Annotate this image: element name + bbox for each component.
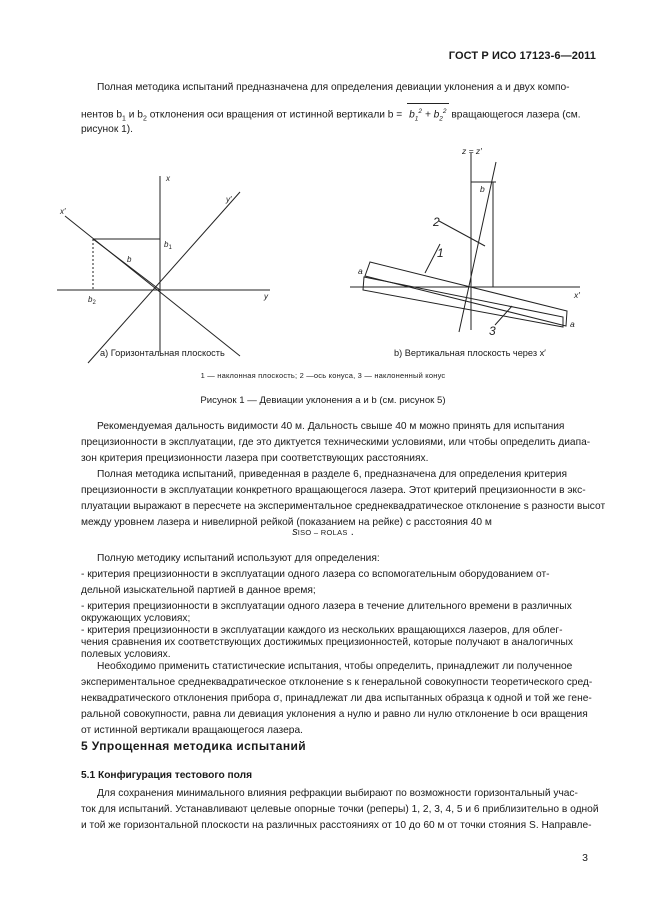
para5-line-2: экспериментальное среднеквадратическое отклонение s к генеральной совокупности теоретического сред- [81,677,593,688]
label-x-prime: x′ [60,207,66,216]
horizontal-plane-diagram [57,176,270,363]
x-prime-axis [65,216,240,356]
para4-line-3: дельной изыскательной партией в данное время; [81,585,316,596]
label-y-prime: y′ [226,195,232,204]
label-a-right: a [570,319,575,329]
figure-title: Рисунок 1 — Девиации уклонения a и b (см. рисунок 5) [200,395,446,406]
label-y: y [264,292,268,301]
b-vector [93,239,160,290]
leader-2 [439,221,485,246]
para4-line-1: Полную методику испытаний используют для определения: [97,553,380,564]
tilted-plane [365,262,567,326]
intro-line-3: рисунок 1). [81,124,134,135]
section-5-1-heading: 5.1 Конфигурация тестового поля [81,770,253,781]
para2-line-3: зон критерия прецизионности лазера при соответствующих расстояниях. [81,453,429,464]
para4-line-4: - критерия прецизионности в эксплуатации одного лазера в течение длительного времени в различных [81,601,572,612]
para6-line-1: Для сохранения минимального влияния рефракции выбирают по возможности горизонтальный учас- [97,788,578,799]
cone-axis [459,162,496,332]
sqrt-formula: $b_1^2 + b_2^2$ [407,103,448,127]
para5-line-1: Необходимо применить статистические испытания, чтобы определить, принадлежит ли полученное [97,661,573,672]
label-z: z = z′ [462,146,482,156]
para2-line-2: прецизионности в эксплуатации, где это диктуется техническими условиями, или чтобы определить диапа- [81,437,591,448]
label-b: b [127,255,132,264]
para2-line-1: Рекомендуемая дальность видимости 40 м. Дальность свыше 40 м можно принять для испытания [97,421,565,432]
figure-1 [0,140,646,370]
section-5-heading: 5 Упрощенная методика испытаний [81,739,307,753]
vertical-plane-diagram [350,153,580,332]
label-b2: $b_2$ [88,295,96,306]
document-header: ГОСТ Р ИСО 17123-6—2011 [448,50,596,62]
label-2: 2 [433,215,440,229]
label-x-prime-right: x′ [574,290,580,300]
para3-line-2: прецизионности в эксплуатации конкретного вращающегося лазера. Этот критерий прецизионности в экс- [81,485,586,496]
tilted-cone [363,277,563,327]
para4-line-7: чения сравнения их соответствующих достижимых прецизионностей, которые получают в аналогичных [81,637,573,648]
label-b-right: b [480,184,485,194]
para4-line-5: окружающих условиях; [81,613,191,624]
caption-a: а) Горизонтальная плоскость [100,348,225,358]
para4-line-2: - критерия прецизионности в эксплуатации одного лазера со вспомогательным оборудованием от- [81,569,550,580]
para4-line-8: полевых условиях. [81,649,171,660]
label-3: 3 [489,324,496,338]
page-number: 3 [582,852,588,864]
caption-b: b) Вертикальная плоскость через x′ [394,348,546,358]
para3-line-1: Полная методика испытаний, приведенная в разделе 6, предназначена для определения критерия [97,469,567,480]
label-1: 1 [437,246,444,260]
para6-line-3: и той же горизонтальной плоскости на различных расстояниях от 10 до 60 м от точки стояния S. Направле- [81,820,592,831]
label-a-left: a [358,266,363,276]
formula-s-iso-rolas: sISO – ROLAS . [292,526,354,538]
intro-line-1: Полная методика испытаний предназначена для определения девиации уклонения a и двух компо- [97,82,570,93]
para5-line-3: неквадратического отклонения прибора σ, принадлежат ли два испытанных образца к одной и той же гене- [81,693,592,704]
label-b1: $b_1$ [164,240,172,251]
label-x: x [166,174,170,183]
para4-line-6: - критерия прецизионности в эксплуатации каждого из нескольких вращающихся лазеров, для облег- [81,625,563,636]
para6-line-2: ток для испытаний. Устанавливают целевые опорные точки (реперы) 1, 2, 3, 4, 5 и 6 приблизительно в одной [81,804,599,815]
intro-line-2: нентов $b_1$ и $b_2$ отклонения оси вращения от истинной вертикали $b = b_1^2 + b_2^2$ вращающегося лазера (см. [81,103,581,127]
para3-line-4: между уровнем лазера и нивелирной рейкой (показанием на рейке) с расстояния 40 м [81,517,492,528]
para3-line-3: плуатации выражают в пересчете на экспериментальное среднеквадратическое отклонение s разности высот [81,501,606,512]
figure-legend: 1 — наклонная плоскость; 2 —ось конуса, 3 — наклоненный конус [200,371,446,380]
para5-line-4: ральной совокупности, равна ли девиация уклонения a нулю и равно ли нулю отклонение b оси вращения [81,709,588,720]
para5-line-5: от истинной вертикали вращающегося лазера. [81,725,303,736]
